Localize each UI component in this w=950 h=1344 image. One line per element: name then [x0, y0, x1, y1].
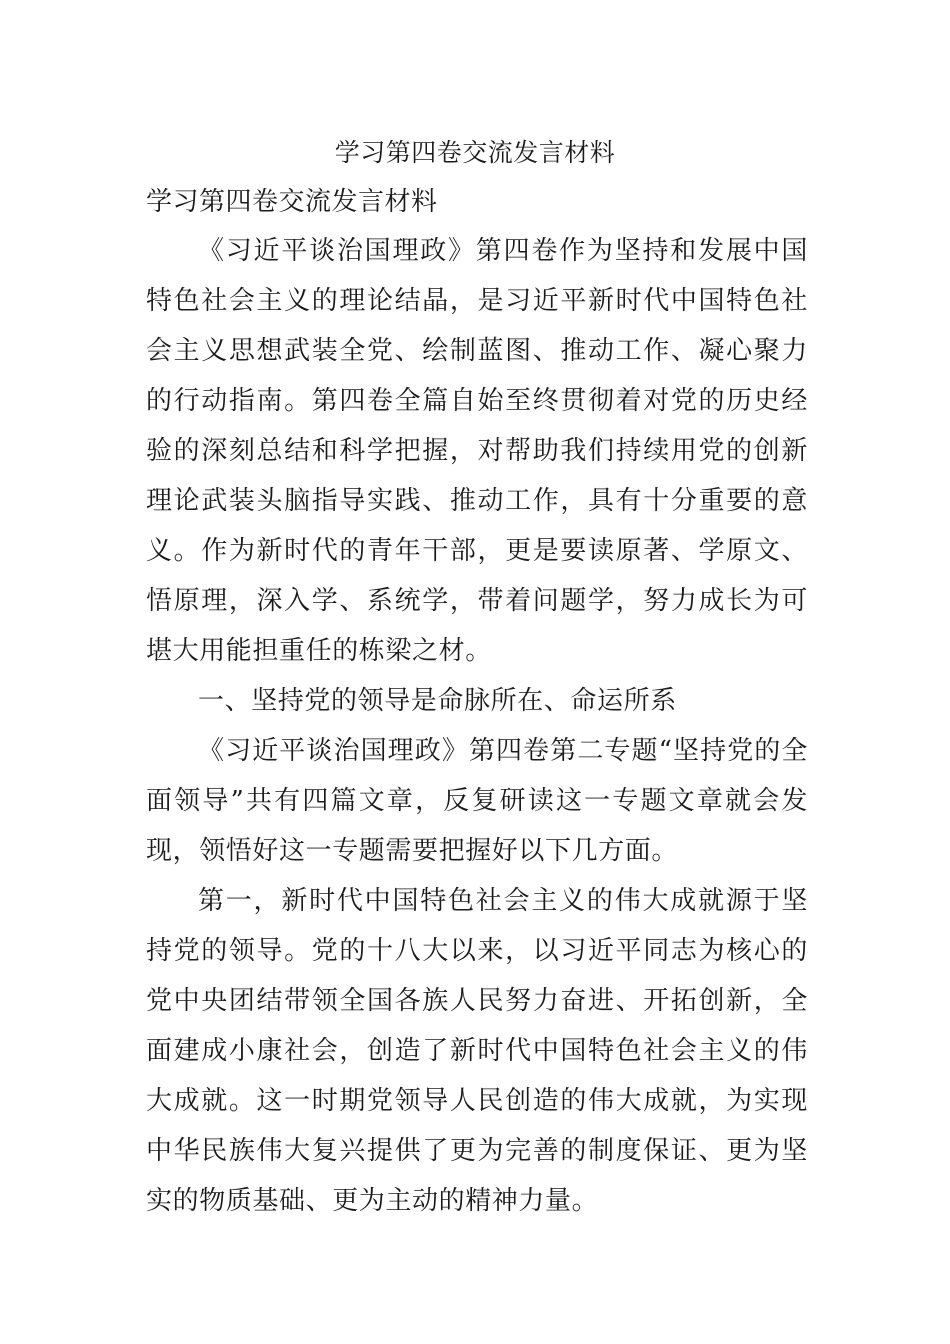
document-title: 学习第四卷交流发言材料 [334, 138, 616, 167]
paragraph-intro: 《习近平谈治国理政》第四卷作为坚持和发展中国特色社会主义的理论结晶，是习近平新时代中国特色社会主义思想武装全党、绘制蓝图、推动工作、凝心聚力的行动指南。第四卷全篇自始至终贯彻着对党的历史经验的深刻总结和科学把握，对帮助我们持续用党的创新理论武装头脑指导实践、推动工作，具有十分重要的意义。作为新时代的青年干部，更是要读原著、学原文、悟原理，深入学、系统学，带着问题学，努力成长为可堪大用能担重任的栋梁之材。 [146, 236, 808, 666]
document-subtitle: 学习第四卷交流发言材料 [146, 187, 438, 217]
paragraph-point-1: 第一，新时代中国特色社会主义的伟大成就源于坚持党的领导。党的十八大以来，以习近平同志为核心的党中央团结带领全国各族人民努力奋进、开拓创新，全面建成小康社会，创造了新时代中国特色社会主义的伟大成就。这一时期党领导人民创造的伟大成就，为实现中华民族伟大复兴提供了更为完善的制度保证、更为坚实的物质基础、更为主动的精神力量。 [146, 886, 808, 1216]
document-body [146, 226, 808, 1226]
paragraph-section-intro: 《习近平谈治国理政》第四卷第二专题“坚持党的全面领导”共有四篇文章，反复研读这一专题文章就会发现，领悟好这一专题需要把握好以下几方面。 [146, 736, 808, 866]
section-heading-1: 一、坚持党的领导是命脉所在、命运所系 [198, 686, 677, 716]
